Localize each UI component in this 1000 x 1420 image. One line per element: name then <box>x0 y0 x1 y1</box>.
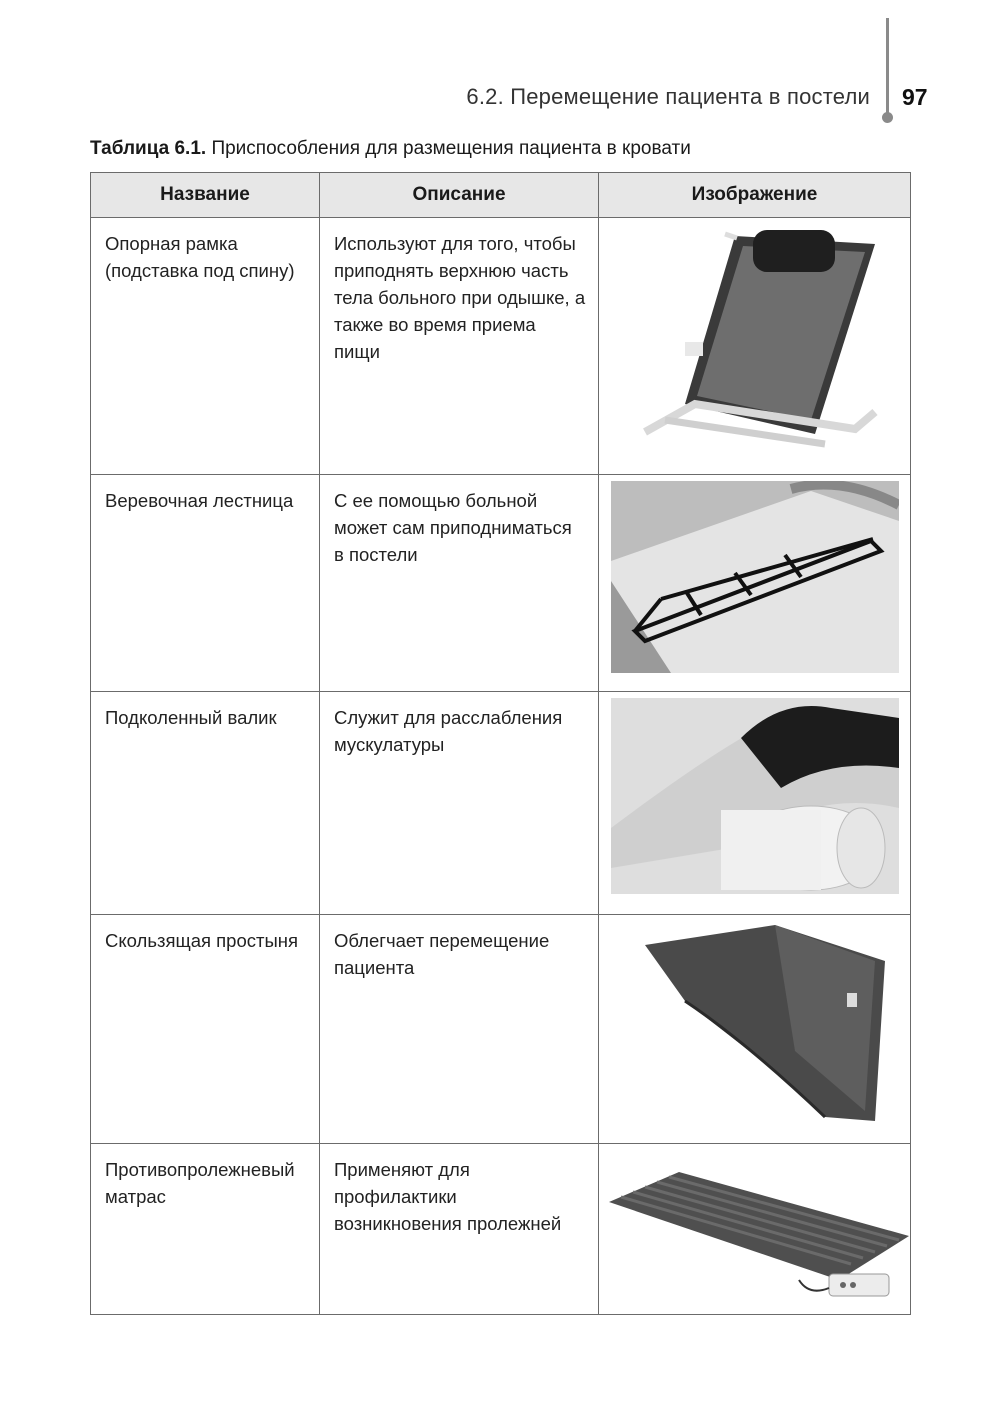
table-caption <box>90 138 691 160</box>
table-row <box>91 692 911 915</box>
caption-text: Приспособления для размещения пациента в кровати <box>206 138 691 159</box>
running-head: 6.2. Перемещение пациента в постели <box>466 84 870 109</box>
knee-bolster-photo <box>611 698 899 894</box>
table-row <box>91 218 911 475</box>
column-header-description: Описание <box>320 173 599 218</box>
table-header-row <box>91 173 911 218</box>
row-description: Облегчает перемещение пациента <box>320 915 599 1144</box>
anti-bedsore-mattress-photo <box>609 1150 909 1300</box>
table-row <box>91 915 911 1144</box>
table-row <box>91 1144 911 1315</box>
page-number: 97 <box>902 84 928 110</box>
row-description: Применяют для профилактики возникновения пролежней <box>320 1144 599 1315</box>
column-header-name: Название <box>91 173 320 218</box>
row-name: Веревочная лестница <box>91 475 320 692</box>
sliding-sheet-photo <box>625 921 885 1127</box>
row-description: Служит для расслабления мускулатуры <box>320 692 599 915</box>
devices-table <box>90 172 911 1315</box>
column-header-image: Изображение <box>599 173 911 218</box>
table-row <box>91 475 911 692</box>
backrest-frame-photo <box>625 224 885 454</box>
row-name: Противопролежневый матрас <box>91 1144 320 1315</box>
header-dot <box>882 112 893 123</box>
caption-label: Таблица 6.1. <box>90 138 207 159</box>
row-description: С ее помощью больной может сам приподниматься в постели <box>320 475 599 692</box>
rope-ladder-photo <box>611 481 899 673</box>
row-name: Опорная рамка (подставка под спину) <box>91 218 320 475</box>
row-name: Скользящая простыня <box>91 915 320 1144</box>
row-description: Используют для того, чтобы приподнять верхнюю часть тела больного при одышке, а также во время приема пищи <box>320 218 599 475</box>
header-rule <box>886 18 889 118</box>
row-name: Подколенный валик <box>91 692 320 915</box>
